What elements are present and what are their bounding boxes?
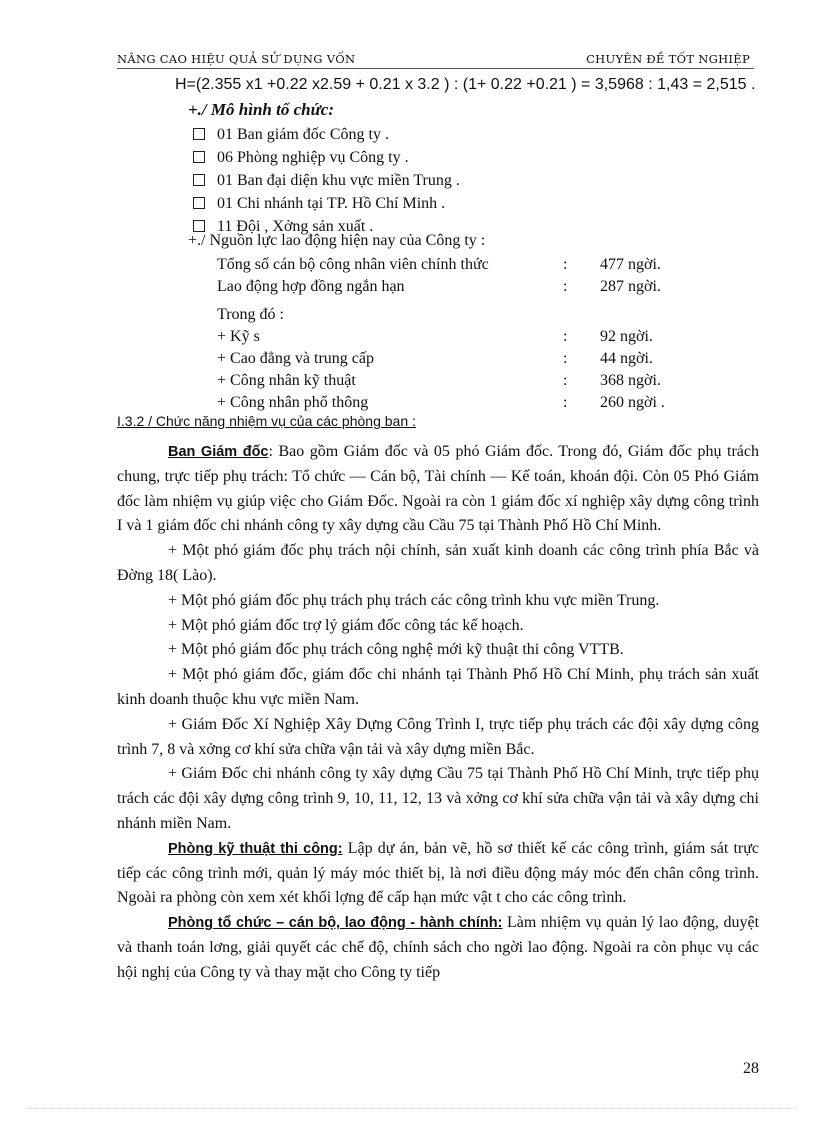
paragraph: Phòng kỹ thuật thi công: Lập dự án, bản vẽ, hồ sơ thiết kế các công trình, giám sát trực tiếp các công trình mới, quản lý máy móc thiết bị, là nơi điều động máy móc đến chân công trình. Ngoài ra phòng còn xem xét khối lợng để cấp hạn mức vật t cho các công trình. xyxy=(117,839,759,907)
paragraph: + Một phó giám đốc phụ trách nội chính, sản xuất kinh doanh các công trình phía Bắc và Đờng 18( Lào). xyxy=(117,542,759,584)
header-rule xyxy=(117,68,754,69)
paragraph: Phòng tổ chức – cán bộ, lao động - hành chính: Làm nhiệm vụ quản lý lao động, duyệt và thanh toán lơng, giải quyết các chế độ, chính sách cho ngời lao động. Ngoài ra còn phục vụ các hội nghị của Công ty và thay mặt cho Công ty tiếp xyxy=(117,914,760,981)
list-item: 01 Ban giám đốc Công ty . xyxy=(193,123,460,146)
paragraph-heading: Ban Giám đốc xyxy=(168,444,269,460)
breakdown-row: + Công nhân kỹ thuật : 368 ngời. xyxy=(217,372,661,389)
checkbox-square-icon xyxy=(193,174,205,186)
list-item: 11 Đội , Xởng sản xuất . xyxy=(193,215,460,238)
labor-row: Lao động hợp đồng ngắn hạn : 287 ngời. xyxy=(217,278,661,295)
breakdown-row: + Kỹ s : 92 ngời. xyxy=(217,328,653,345)
paragraph: + Một phó giám đốc trợ lý giám đốc công tác kế hoạch. xyxy=(168,616,524,634)
paragraph: + Giám Đốc Xí Nghiệp Xây Dựng Công Trình I, trực tiếp phụ trách các đội xây dựng công trình 7, 8 và xởng cơ khí sửa chữa vận tải và xây dựng miền Bắc. xyxy=(117,715,759,758)
labor-row: Tổng số cán bộ công nhân viên chính thức : 477 ngời. xyxy=(217,256,661,273)
checkbox-square-icon xyxy=(193,151,205,163)
checkbox-square-icon xyxy=(193,128,205,140)
paragraph-heading: Phòng kỹ thuật thi công: xyxy=(168,840,343,857)
body-text xyxy=(117,440,759,986)
paragraph-heading: Phòng tổ chức – cán bộ, lao động - hành chính: xyxy=(168,915,503,932)
paragraph: + Một phó giám đốc phụ trách phụ trách các công trình khu vực miền Trung. xyxy=(168,591,660,609)
paragraph: + Giám Đốc chi nhánh công ty xây dựng Cầu 75 tại Thành Phố Hồ Chí Minh, trực tiếp phụ trách các đội xây dựng công trình 9, 10, 11, 12, 13 và xởng cơ khí sửa chữa vận tải và xây dựng chi nhánh miền Nam. xyxy=(117,765,759,832)
list-item: 01 Chi nhánh tại TP. Hồ Chí Minh . xyxy=(193,192,460,215)
breakdown-title: Trong đó : xyxy=(217,306,284,323)
checkbox-square-icon xyxy=(193,197,205,209)
org-model-title: +./ Mô hình tổ chức: xyxy=(188,100,334,119)
section-title: I.3.2 / Chức năng nhiệm vụ của các phòng ban : xyxy=(117,413,416,429)
labor-title: +./ Nguồn lực lao động hiện nay của Công ty : xyxy=(188,232,486,249)
org-model-list xyxy=(193,123,460,238)
checkbox-square-icon xyxy=(193,220,205,232)
paragraph: Ban Giám đốc: Bao gồm Giám đốc và 05 phó Giám đốc. Trong đó, Giám đốc phụ trách chung, trực tiếp phụ trách: Tổ chức — Cán bộ, Tài chính — Kế toán, khoán đội. Còn 05 Phó Giám đốc làm nhiệm vụ giúp việc cho Giám Đốc. Ngoài ra còn 1 giám đốc xí nghiệp xây dựng công trình I và 1 giám đốc chi nhánh công ty xây dựng cầu Cầu 75 tại Thành Phố Hồ Chí Minh. xyxy=(117,443,759,535)
paragraph: + Một phó giám đốc, giám đốc chi nhánh tại Thành Phố Hồ Chí Minh, phụ trách sản xuất kinh doanh thuộc khu vực miền Nam. xyxy=(117,666,759,708)
page-bottom-dotted-line xyxy=(28,1108,796,1109)
breakdown-row: + Cao đẳng và trung cấp : 44 ngời. xyxy=(217,350,653,367)
header-left-title: NÂNG CAO HIỆU QUẢ SỬ DỤNG VỐN xyxy=(117,52,356,66)
list-item: 01 Ban đại diện khu vực miền Trung . xyxy=(193,169,460,192)
header-right-title: CHUYÊN ĐỀ TỐT NGHIỆP xyxy=(586,52,750,66)
breakdown-row: + Công nhân phổ thông : 260 ngời . xyxy=(217,394,665,411)
paragraph: + Một phó giám đốc phụ trách công nghệ mới kỹ thuật thi công VTTB. xyxy=(168,641,624,659)
formula-line: H=(2.355 x1 +0.22 x2.59 + 0.21 x 3.2 ) : (1+ 0.22 +0.21 ) = 3,5968 : 1,43 = 2,515 . xyxy=(175,76,756,93)
page-number: 28 xyxy=(743,1060,759,1077)
list-item: 06 Phòng nghiệp vụ Công ty . xyxy=(193,146,460,169)
